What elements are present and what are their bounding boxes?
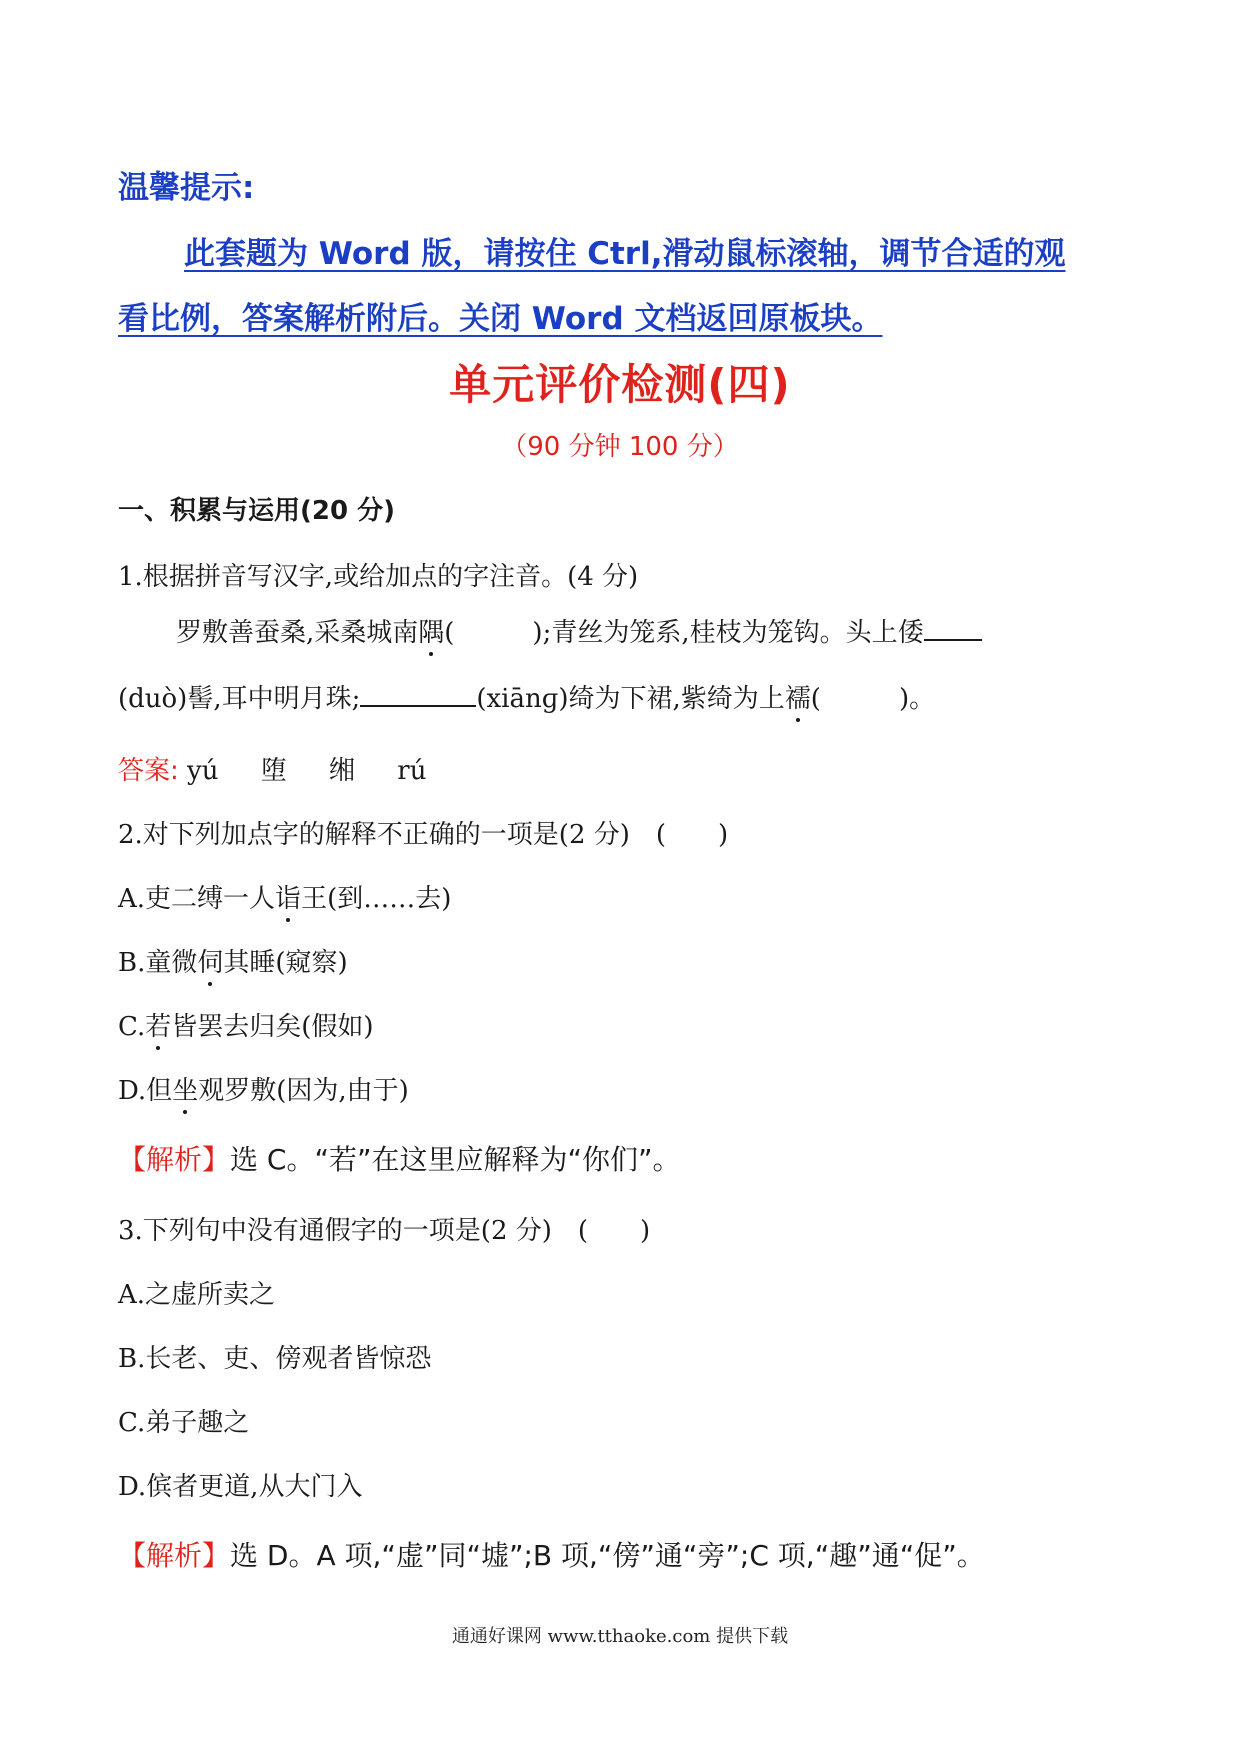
q1-line1-text-b: ( );青丝为笼系,桂枝为笼钩。头上倭 — [444, 618, 924, 648]
q1-line2-text-a: (duò)髻,耳中明月珠; — [118, 684, 361, 714]
tip-line-1: 此套题为 Word 版，请按住 Ctrl,滑动鼠标滚轴，调节合适的观 — [184, 236, 1066, 272]
q1-line2-text-b: (xiānɡ)绮为下裙,紫绮为上 — [476, 684, 785, 714]
dotted-char: 伺 — [197, 948, 224, 978]
q3-jiexi — [118, 1534, 985, 1574]
q1-line-1 — [176, 612, 982, 649]
q3-option-a: A.之虚所卖之 — [118, 1280, 276, 1310]
tip-title: 温馨提示: — [118, 170, 255, 206]
q1-line1-text-a: 罗敷善蚕桑,采桑城南 — [176, 618, 419, 648]
q3-option-d: D.傧者更道,从大门入 — [118, 1472, 363, 1502]
jiexi-text: 选 C。“若”在这里应解释为“你们”。 — [230, 1143, 681, 1176]
q3-option-b: B.长老、吏、傍观者皆惊恐 — [118, 1344, 432, 1374]
q2-option-d — [118, 1070, 409, 1107]
option-text: D.但 — [118, 1076, 173, 1106]
q1-line-2 — [118, 678, 935, 715]
option-text: 皆罢去归矣(假如) — [171, 1012, 374, 1042]
q2-stem: 2.对下列加点字的解释不正确的一项是(2 分) ( ) — [118, 820, 729, 850]
dotted-char: 若 — [145, 1012, 172, 1042]
answer-label: 答案: — [118, 756, 179, 786]
page-footer: 通通好课网 www.tthaoke.com 提供下载 — [451, 1626, 789, 1647]
q2-option-c — [118, 1006, 374, 1043]
dotted-char: 坐 — [172, 1076, 199, 1106]
tip-line-2: 看比例，答案解析附后。关闭 Word 文档返回原板块。 — [118, 301, 883, 337]
option-text: 观罗敷(因为,由于) — [198, 1076, 409, 1106]
answer-item: yú — [187, 756, 219, 786]
q1-line2-text-c: ( )。 — [810, 684, 936, 714]
option-text: A.吏二缚一人 — [118, 884, 276, 914]
q1-blank-2 — [360, 683, 476, 707]
option-text: B.童微 — [118, 948, 198, 978]
option-text: C. — [118, 1012, 146, 1042]
answer-item: 缃 — [329, 756, 356, 786]
jiexi-label: 【解析】 — [118, 1143, 231, 1176]
q2-option-b — [118, 942, 348, 979]
q1-stem: 1.根据拼音写汉字,或给加点的字注音。(4 分) — [118, 562, 639, 592]
q1-dotted-char-1: 隅 — [418, 618, 445, 648]
q3-stem: 3.下列句中没有通假字的一项是(2 分) ( ) — [118, 1216, 651, 1246]
jiexi-label: 【解析】 — [118, 1539, 231, 1572]
option-text: 王(到……去) — [301, 884, 452, 914]
q3-option-c: C.弟子趣之 — [118, 1408, 250, 1438]
section-heading: 一、积累与运用(20 分) — [118, 496, 395, 526]
answer-item: 堕 — [260, 756, 287, 786]
page-subtitle: （90 分钟 100 分） — [501, 432, 739, 462]
q1-blank-1 — [924, 617, 982, 641]
answer-item: rú — [397, 756, 427, 786]
q1-answer — [118, 750, 460, 787]
dotted-char: 诣 — [275, 884, 302, 914]
q2-jiexi — [118, 1138, 681, 1178]
q2-option-a — [118, 878, 451, 915]
q1-dotted-char-2: 襦 — [784, 684, 811, 714]
option-text: 其睡(窥察) — [223, 948, 348, 978]
jiexi-text: 选 D。A 项,“虚”同“墟”;B 项,“傍”通“旁”;C 项,“趣”通“促”。 — [230, 1539, 985, 1572]
page-title: 单元评价检测(四) — [449, 360, 791, 409]
